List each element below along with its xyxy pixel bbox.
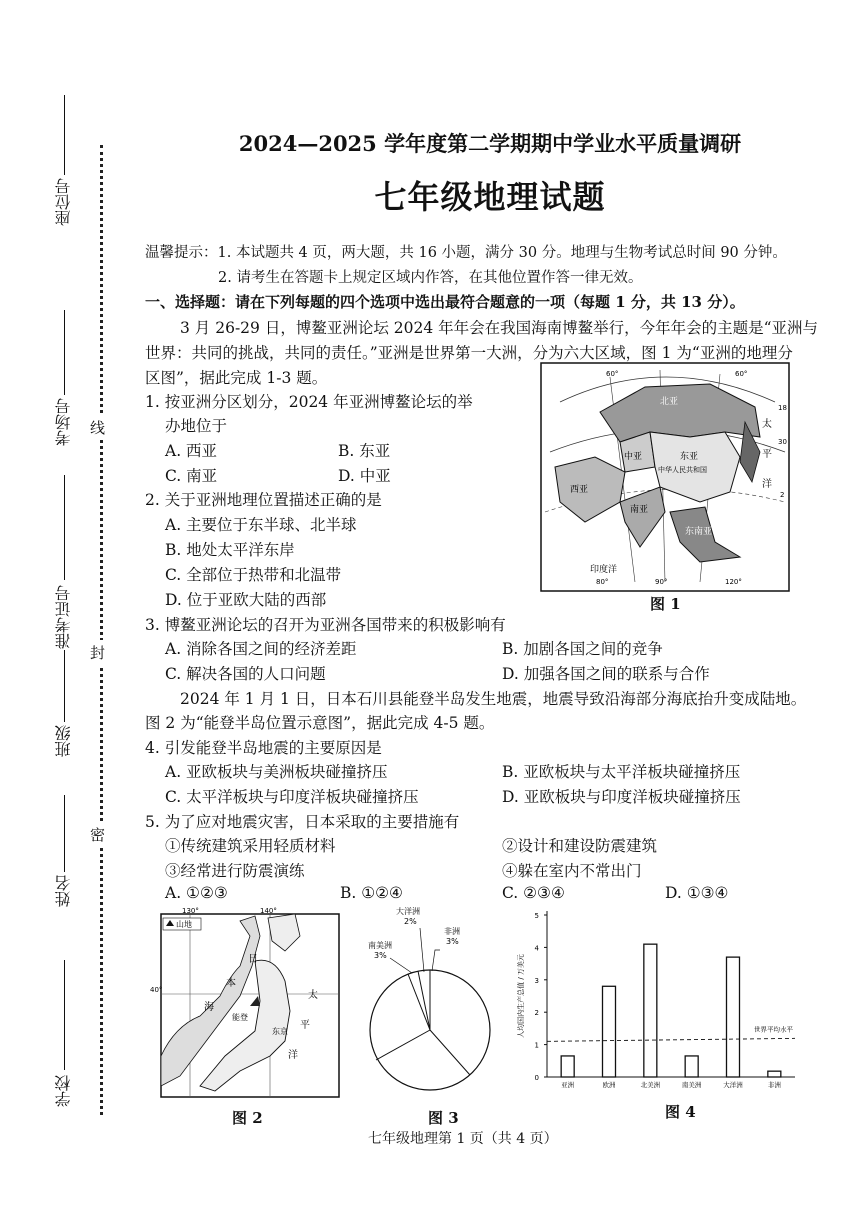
y-axis-label: 人均国内生产总值 / 万美元 [517,954,525,1038]
sea-char-1: 日 [248,954,258,965]
x-tick-label: 非洲 [767,1081,781,1089]
section-heading: 一、选择题：请在下列每题的四个选项中选出最符合题意的一项（每题 1 分，共 13 分）。 [145,293,745,311]
lon-label-80: 80° [596,578,609,586]
q5-option-d: D. ①③④ [665,884,729,902]
intro-line-1: 3 月 26-29 日，博鳌亚洲论坛 2024 年年会在我国海南博鳌举行，今年年会的主题是“亚洲与 [180,319,819,337]
label-central-asia: 中亚 [624,452,643,462]
exam-room-line [64,310,65,395]
q5-statement-2: ②设计和建设防震建筑 [502,837,658,855]
q1-option-b: B. 东亚 [338,442,391,460]
pacific-char-2: 平 [300,1020,310,1031]
q1-option-c: C. 南亚 [165,467,218,485]
y-tick-label: 2 [534,1009,539,1018]
lat-label-18: 18 [778,404,787,412]
fig2-lat-40: 40° [150,986,163,994]
x-tick-label: 欧洲 [602,1081,616,1089]
bar-2 [644,944,657,1077]
label-china: 中华人民共和国 [658,466,707,474]
label-southeast-asia: 东南亚 [685,527,713,537]
label-africa: 非洲 [444,927,460,936]
label-africa-pct: 3% [446,937,459,946]
school-line [64,960,65,1070]
q3-option-b: B. 加剧各国之间的竞争 [502,640,663,658]
lat-label-30: 30 [778,438,787,446]
class-line [64,650,65,722]
quake-intro-2: 图 2 为“能登半岛位置示意图”，据此完成 4-5 题。 [145,714,495,732]
label-oceania: 大洋洲 [396,907,420,916]
notice-line-1: 温馨提示：1. 本试题共 4 页，两大题，共 16 小题，满分 30 分。地理与生物考试总时间 90 分钟。 [145,245,787,261]
q1-stem: 1. 按亚洲分区划分，2024 年亚洲博鳌论坛的举 [145,393,473,411]
q5-option-a: A. ①②③ [165,884,228,902]
q5-statement-1: ①传统建筑采用轻质材料 [165,837,336,855]
world-average-line [547,1038,795,1041]
label-east-asia: 东亚 [680,452,699,462]
seat-number-field: 座位号 [54,178,73,226]
sea-char-3: 海 [204,1002,214,1013]
gdp-bar-chart [505,905,805,1090]
label-south-asia: 南亚 [630,505,649,515]
sea-char-2: 本 [226,978,236,989]
name-line [64,795,65,872]
name-field: 姓名 [54,875,73,907]
q2-option-a: A. 主要位于东半球、北半球 [165,516,357,534]
q5-statement-3: ③经常进行防震演练 [165,862,305,880]
binding-seal-char: 封 [90,640,105,665]
q1-stem-cont: 办地位于 [165,417,228,435]
label-pacific-2: 平 [762,449,772,460]
y-tick-label: 5 [534,912,539,920]
q5-stem: 5. 为了应对地震灾害，日本采取的主要措施有 [145,813,460,831]
ticket-number-field: 准考证号 [54,585,73,649]
class-field: 班级 [54,725,73,757]
q1-option-d: D. 中亚 [338,467,391,485]
fig4-caption: 图 4 [665,1103,696,1121]
bar-4 [727,957,740,1077]
fig3-caption: 图 3 [428,1109,459,1127]
ticket-number-line [64,475,65,580]
y-tick-label: 1 [534,1041,539,1050]
q2-option-c: C. 全部位于热带和北温带 [165,566,342,584]
subject-title: 七年级地理试题 [374,178,606,216]
q5-option-b: B. ①②④ [340,884,403,902]
seat-number-line [64,95,65,175]
q4-option-d: D. 亚欧板块与印度洋板块碰撞挤压 [502,788,741,806]
x-tick-label: 南美洲 [681,1081,702,1089]
fig2-lon-140: 140° [260,907,277,915]
fig2-caption: 图 2 [232,1109,263,1127]
fig2-lon-130: 130° [182,907,199,915]
q4-option-c: C. 太平洋板块与印度洋板块碰撞挤压 [165,788,419,806]
pacific-char-3: 洋 [288,1050,298,1061]
x-tick-label: 大洋洲 [723,1081,743,1089]
label-north-asia: 北亚 [660,397,679,407]
binding-secret-char: 密 [90,822,105,847]
label-pacific-3: 洋 [762,479,772,490]
q5-option-c: C. ②③④ [502,884,565,902]
x-tick-label: 北美洲 [640,1081,661,1089]
label-pacific-1: 太 [762,419,772,430]
lon-label-60e: 60° [735,370,748,378]
exam-title: 2024—2025 学年度第二学期期中学业水平质量调研 [238,131,742,156]
legend-mountain: 山地 [176,920,192,929]
q3-option-a: A. 消除各国之间的经济差距 [165,640,357,658]
label-noto: 能登 [232,1013,248,1022]
q4-option-a: A. 亚欧板块与美洲板块碰撞挤压 [165,763,388,781]
lat-label-2: 2 [780,491,785,499]
pacific-char-1: 太 [308,990,318,1001]
bar-1 [603,986,616,1077]
asia-regions-map [540,362,790,592]
label-oceania-pct: 2% [404,917,417,926]
label-south-america: 南美洲 [368,941,392,950]
lon-label-60w: 60° [606,370,619,378]
fig1-caption: 图 1 [650,595,681,613]
x-tick-label: 亚洲 [561,1081,575,1089]
noto-peninsula-map [150,906,340,1098]
exam-room-field: 考场号 [54,398,73,446]
q3-option-d: D. 加强各国之间的联系与合作 [502,665,710,683]
world-average-label: 世界平均水平 [754,1025,793,1034]
q2-stem: 2. 关于亚洲地理位置描述正确的是 [145,491,382,509]
q3-option-c: C. 解决各国的人口问题 [165,665,326,683]
label-tokyo: 东京 [272,1027,288,1036]
binding-line-char: 线 [90,415,105,440]
label-indian-ocean: 印度洋 [590,565,618,575]
quake-intro-1: 2024 年 1 月 1 日，日本石川县能登半岛发生地震，地震导致沿海部分海底抬升变成陆地。 [180,690,807,708]
q3-stem: 3. 博鳌亚洲论坛的召开为亚洲各国带来的积极影响有 [145,616,506,634]
bar-0 [561,1056,574,1077]
q5-statement-4: ④躲在室内不常出门 [502,862,642,880]
q2-option-b: B. 地处太平洋东岸 [165,541,295,559]
y-tick-label: 4 [534,944,539,953]
q1-option-a: A. 西亚 [165,442,218,460]
lon-label-120: 120° [725,578,742,586]
binding-dotted-line [100,145,103,1115]
intro-line-3: 区图”，据此完成 1-3 题。 [145,369,328,387]
continent-pie-chart [360,900,500,1100]
lon-label-90: 90° [655,578,668,586]
page-footer: 七年级地理第 1 页（共 4 页） [368,1131,558,1147]
y-tick-label: 3 [534,976,539,985]
y-tick-label: 0 [534,1074,539,1082]
intro-line-2: 世界：共同的挑战，共同的责任。”亚洲是世界第一大洲，分为六大区域，图 1 为“亚洲的地理分 [145,344,793,362]
q4-option-b: B. 亚欧板块与太平洋板块碰撞挤压 [502,763,741,781]
q2-option-d: D. 位于亚欧大陆的西部 [165,591,327,609]
notice-line-2: 2. 请考生在答题卡上规定区域内作答，在其他位置作答一律无效。 [218,270,643,286]
q4-stem: 4. 引发能登半岛地震的主要原因是 [145,739,382,757]
bar-5 [768,1071,781,1077]
label-south-america-pct: 3% [374,951,387,960]
bar-3 [685,1056,698,1077]
label-west-asia: 西亚 [570,485,589,495]
school-field: 学校 [54,1075,73,1107]
